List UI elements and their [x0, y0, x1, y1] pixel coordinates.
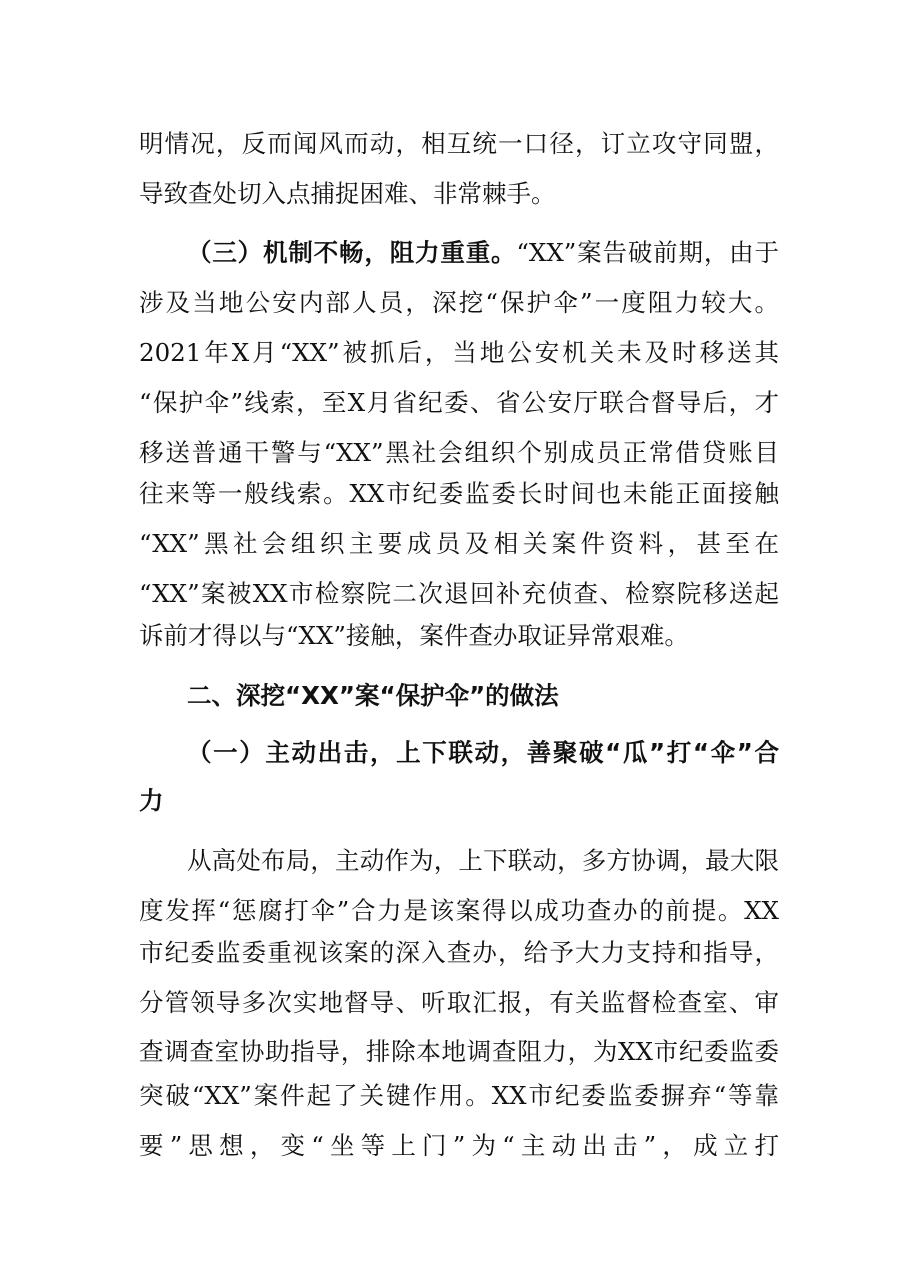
- paragraph-line: 从高处布局，主动作为，上下联动，多方协调，最大限: [187, 846, 779, 875]
- paragraph-line: 市纪委监委重视该案的深入查办，给予大力支持和指导，: [139, 938, 779, 967]
- paragraph-line: 突破“XX”案件起了关键作用。XX市纪委监委摒弃“等靠: [139, 1081, 779, 1110]
- paragraph-line: 2021年X月“XX”被抓后，当地公安机关未及时移送其: [139, 338, 779, 367]
- paragraph-text: “XX”案告破前期，由于: [516, 238, 779, 267]
- paragraph-line: 诉前才得以与“XX”接触，案件查办取证异常艰难。: [139, 621, 689, 650]
- paragraph-line: 移送普通干警与“XX”黑社会组织个别成员正常借贷账目: [139, 438, 779, 467]
- subheading-three: （三）机制不畅，阻力重重。: [187, 238, 517, 267]
- paragraph-line: 度发挥“惩腐打伞”合力是该案得以成功查办的前提。XX: [139, 896, 779, 925]
- paragraph-line: “XX”黑社会组织主要成员及相关案件资料，甚至在: [139, 529, 779, 558]
- section-two-heading: 二、深挖“XX”案“保护伞”的做法: [187, 681, 559, 710]
- paragraph-line: “保护伞”线索，至X月省纪委、省公安厅联合督导后，才: [139, 388, 779, 417]
- subsection-one-heading: （一）主动出击，上下联动，善聚破“瓜”打“伞”合: [187, 738, 779, 767]
- paragraph-line: 导致查处切入点捕捉困难、非常棘手。: [139, 179, 556, 208]
- paragraph-line: 分管领导多次实地督导、听取汇报，有关监督检查室、审: [139, 988, 779, 1017]
- paragraph-line: 要”思想，变“坐等上门”为“主动出击”，成立打: [139, 1131, 779, 1160]
- paragraph-line: 明情况，反而闻风而动，相互统一口径，订立攻守同盟，: [139, 129, 779, 158]
- paragraph-line: 往来等一般线索。XX市纪委监委长时间也未能正面接触: [139, 479, 779, 508]
- subheading-three-line: [187, 237, 779, 269]
- subsection-one-heading-cont: 力: [139, 786, 164, 815]
- paragraph-line: 涉及当地公安内部人员，深挖“保护伞”一度阻力较大。: [139, 288, 779, 317]
- paragraph-line: 查调查室协助指导，排除本地调查阻力，为XX市纪委监委: [139, 1037, 779, 1066]
- paragraph-line: “XX”案被XX市检察院二次退回补充侦查、检察院移送起: [139, 579, 779, 608]
